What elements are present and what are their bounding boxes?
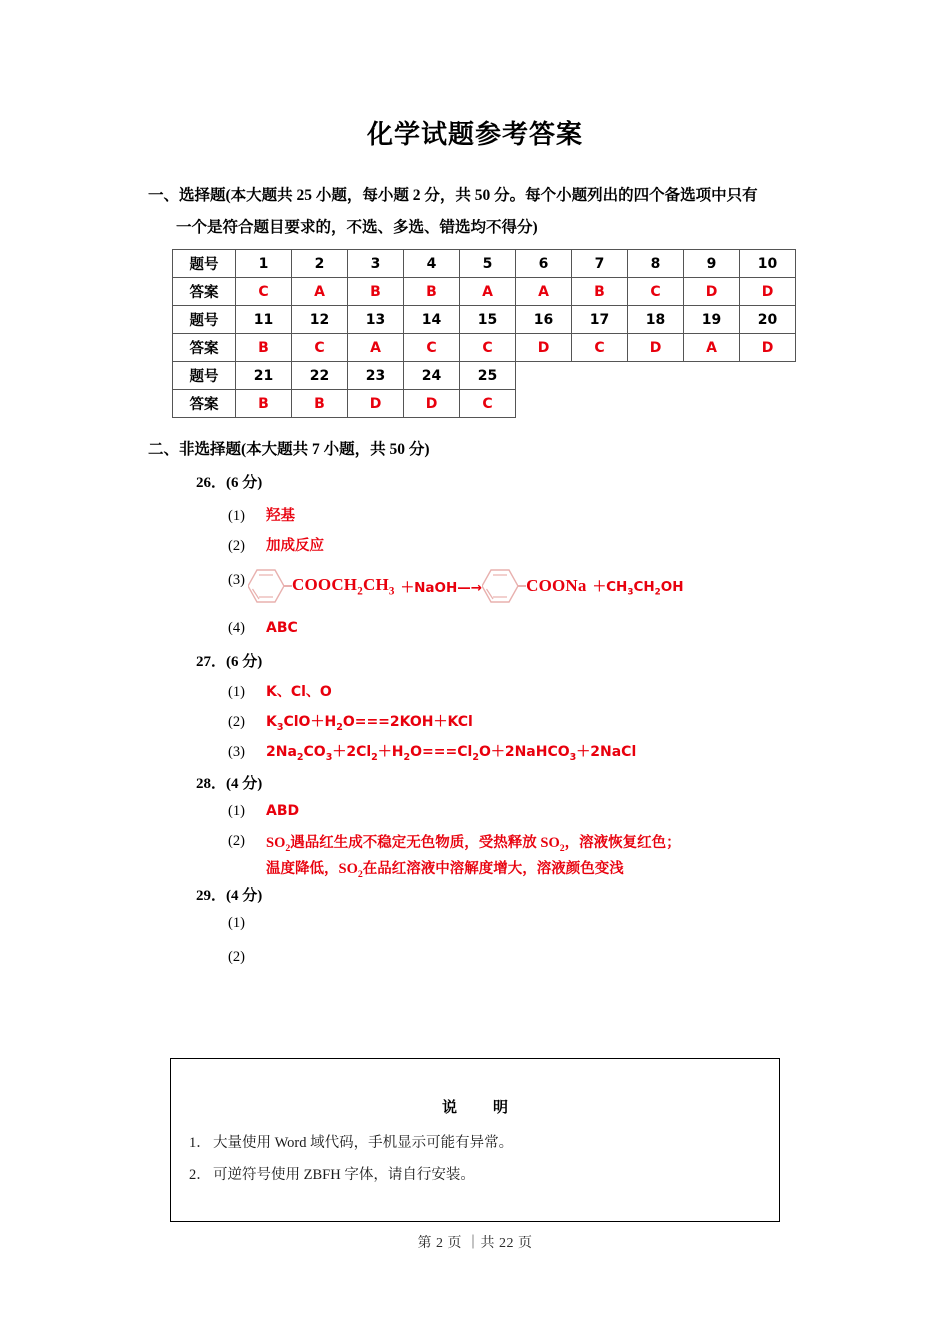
item-answer: $K_3ClO+H_2O===2KOH+KCl$ xyxy=(266,714,473,733)
answer-cell: A xyxy=(516,278,572,306)
question-27-item-1 xyxy=(228,681,332,701)
empty-cell xyxy=(628,390,684,418)
page-footer: 第 2 页 ｜共 22 页 xyxy=(417,1236,533,1251)
answer-cell: D xyxy=(348,390,404,418)
question-28-heading: 28．(4 分) xyxy=(196,776,263,792)
table-row xyxy=(173,334,796,362)
carboxylate-group-formula: COONa xyxy=(526,576,587,595)
empty-cell xyxy=(740,362,796,390)
empty-cell xyxy=(740,390,796,418)
item-answer: 羟基 xyxy=(266,508,295,524)
answer-cell: C xyxy=(460,390,516,418)
answer-cell: A xyxy=(348,334,404,362)
empty-cell xyxy=(516,362,572,390)
question-number-cell: 8 xyxy=(628,250,684,278)
question-number-cell: 10 xyxy=(740,250,796,278)
question-number-cell: 25 xyxy=(460,362,516,390)
answer-cell: D xyxy=(516,334,572,362)
question-29-heading: 29．(4 分) xyxy=(196,888,263,904)
item-answer: ABC xyxy=(266,620,298,636)
answer-cell: C xyxy=(628,278,684,306)
empty-cell xyxy=(684,362,740,390)
section-one-heading-line1: 一、选择题(本大题共 25 小题，每小题 2 分，共 50 分。每个小题列出的四个备选项中只有 xyxy=(148,187,758,204)
item-answer: ABD xyxy=(266,803,300,819)
item-label: (2) xyxy=(228,949,245,965)
item-label: (1) xyxy=(228,803,245,819)
row-label-number: 题号 xyxy=(173,306,236,334)
question-number-cell: 23 xyxy=(348,362,404,390)
item-label: (2) xyxy=(228,714,245,730)
question-number-cell: 17 xyxy=(572,306,628,334)
answer-cell: B xyxy=(236,390,292,418)
answer-cell: A xyxy=(684,334,740,362)
item-label: (1) xyxy=(228,915,245,931)
note-box-line-1 xyxy=(189,1131,513,1152)
answer-cell: D xyxy=(404,390,460,418)
multiple-choice-answer-table xyxy=(172,249,796,418)
answer-cell: C xyxy=(460,334,516,362)
note-text: 大量使用 Word 域代码，手机显示可能有异常。 xyxy=(213,1135,514,1151)
answer-cell: B xyxy=(236,334,292,362)
question-27-heading: 27．(6 分) xyxy=(196,654,263,670)
item-label: (1) xyxy=(228,684,245,700)
question-number-cell: 1 xyxy=(236,250,292,278)
empty-cell xyxy=(572,362,628,390)
item-answer: 加成反应 xyxy=(266,538,324,554)
question-number-cell: 20 xyxy=(740,306,796,334)
question-28-long-answer xyxy=(266,833,681,885)
question-number-cell: 24 xyxy=(404,362,460,390)
question-number-cell: 12 xyxy=(292,306,348,334)
question-number-cell: 3 xyxy=(348,250,404,278)
question-number-cell: 9 xyxy=(684,250,740,278)
reagent-naoh-arrow: ＋NaOH—→ xyxy=(400,580,483,596)
page-title: 化学试题参考答案 xyxy=(366,120,583,150)
table-row xyxy=(173,250,796,278)
question-26-item-1 xyxy=(228,504,295,525)
bond-line-icon xyxy=(518,585,526,587)
note-index: 2． xyxy=(189,1167,211,1183)
question-26-equation xyxy=(248,566,684,606)
note-box xyxy=(170,1058,780,1222)
item-label: (2) xyxy=(228,538,245,554)
question-number-cell: 5 xyxy=(460,250,516,278)
note-box-line-2 xyxy=(189,1163,475,1184)
question-number-cell: 2 xyxy=(292,250,348,278)
question-27-item-2 xyxy=(228,711,473,733)
answer-cell: A xyxy=(292,278,348,306)
table-row xyxy=(173,362,796,390)
item-label: (4) xyxy=(228,620,245,636)
answer-cell: D xyxy=(740,278,796,306)
question-29-item-1 xyxy=(228,915,266,932)
question-number-cell: 16 xyxy=(516,306,572,334)
question-26-item-4 xyxy=(228,620,298,637)
item-answer: K、Cl、O xyxy=(266,684,332,700)
question-number-cell: 13 xyxy=(348,306,404,334)
table-row xyxy=(173,278,796,306)
answer-cell: B xyxy=(348,278,404,306)
product-ethanol-formula: $+CH_3CH_2OH$ xyxy=(592,578,684,598)
question-number-cell: 11 xyxy=(236,306,292,334)
question-number-cell: 15 xyxy=(460,306,516,334)
question-number-cell: 22 xyxy=(292,362,348,390)
ester-group-formula: $COOCH_2CH_3$ xyxy=(292,574,395,598)
row-label-answer: 答案 xyxy=(173,390,236,418)
question-27-item-3 xyxy=(228,741,636,763)
question-number-cell: 4 xyxy=(404,250,460,278)
answer-cell: D xyxy=(740,334,796,362)
question-number-cell: 6 xyxy=(516,250,572,278)
note-index: 1． xyxy=(189,1135,211,1151)
question-29-item-2 xyxy=(228,949,266,966)
long-answer-line-2: 温度降低，$SO_2$在品红溶液中溶解度增大，溶液颜色变浅 xyxy=(266,860,624,880)
question-number-cell: 19 xyxy=(684,306,740,334)
question-number-cell: 14 xyxy=(404,306,460,334)
benzene-ring-icon xyxy=(482,566,518,606)
table-row xyxy=(173,306,796,334)
answer-cell: B xyxy=(572,278,628,306)
empty-cell xyxy=(628,362,684,390)
question-number-cell: 7 xyxy=(572,250,628,278)
note-box-title: 说 明 xyxy=(441,1100,510,1116)
empty-cell xyxy=(572,390,628,418)
answer-cell: C xyxy=(292,334,348,362)
note-text: 可逆符号使用 ZBFH 字体，请自行安装。 xyxy=(213,1167,475,1183)
answer-cell: D xyxy=(684,278,740,306)
item-label: (2) xyxy=(228,833,245,849)
answer-cell: B xyxy=(404,278,460,306)
long-answer-line-1: $SO_2$遇品红生成不稳定无色物质，受热释放 $SO_2$，溶液恢复红色； xyxy=(266,835,681,854)
empty-cell xyxy=(684,390,740,418)
question-28-item-1 xyxy=(228,803,299,820)
question-26-item-2 xyxy=(228,534,324,555)
answer-cell: C xyxy=(404,334,460,362)
answer-cell: D xyxy=(628,334,684,362)
item-label: (3) xyxy=(228,744,245,760)
item-answer: $2Na_2CO_3+2Cl_2+H_2O===Cl_2O+2NaHCO_3+2NaCl$ xyxy=(266,744,637,763)
table-row xyxy=(173,390,796,418)
row-label-answer: 答案 xyxy=(173,334,236,362)
row-label-number: 题号 xyxy=(173,250,236,278)
answer-cell: C xyxy=(236,278,292,306)
row-label-answer: 答案 xyxy=(173,278,236,306)
bond-line-icon xyxy=(284,585,292,587)
question-28-item-2 xyxy=(228,833,266,850)
section-one-heading-line2: 一个是符合题目要求的，不选、多选、错选均不得分) xyxy=(176,219,538,236)
section-one-heading xyxy=(148,180,838,244)
answer-cell: C xyxy=(572,334,628,362)
answer-cell: A xyxy=(460,278,516,306)
benzene-ring-icon xyxy=(248,566,284,606)
answer-cell: B xyxy=(292,390,348,418)
question-26-heading: 26．(6 分) xyxy=(196,475,263,491)
section-two-heading: 二、非选择题(本大题共 7 小题，共 50 分) xyxy=(148,441,430,458)
item-label: (3) xyxy=(228,572,245,588)
item-label: (1) xyxy=(228,508,245,524)
question-number-cell: 18 xyxy=(628,306,684,334)
row-label-number: 题号 xyxy=(173,362,236,390)
empty-cell xyxy=(516,390,572,418)
question-number-cell: 21 xyxy=(236,362,292,390)
